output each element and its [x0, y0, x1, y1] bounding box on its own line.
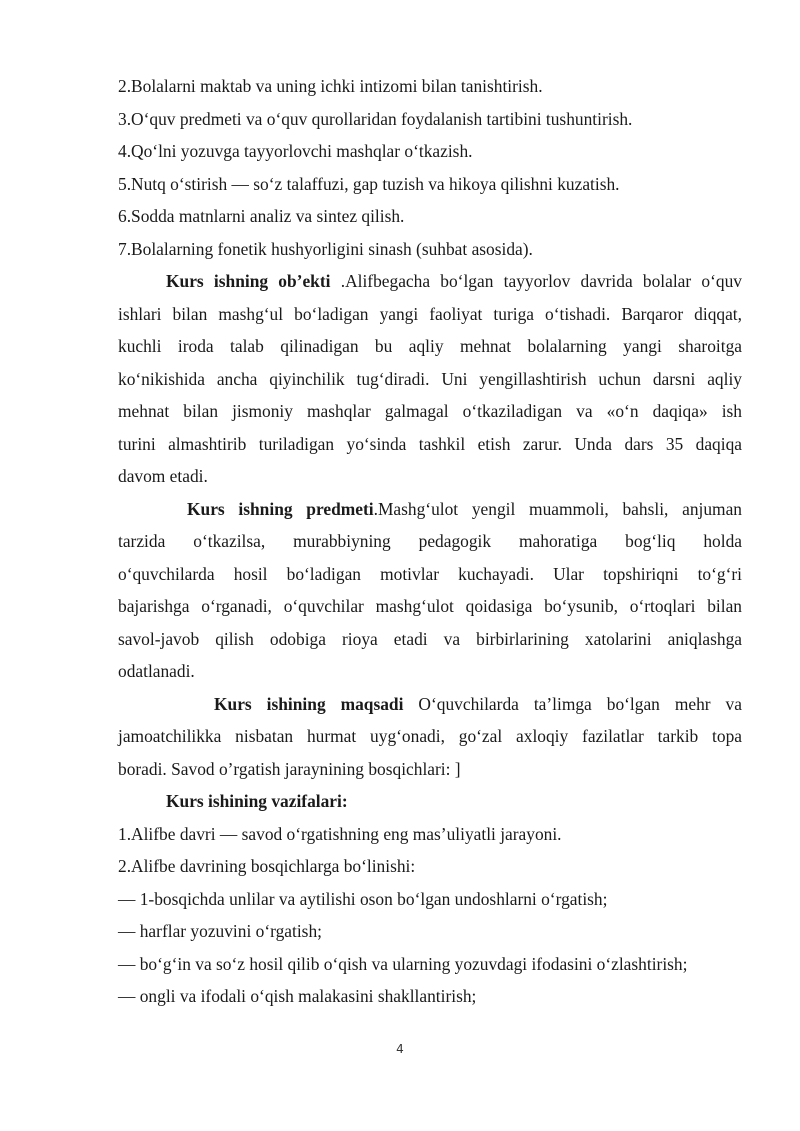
subject-section — [118, 493, 742, 688]
paragraph-line: boradi. Savod o’rgatish jaraynining bosqichlari: ] — [118, 758, 461, 779]
goal-heading: Kurs ishining maqsadi — [214, 693, 404, 714]
goal-section — [118, 688, 742, 786]
list-top — [118, 70, 742, 265]
paragraph-line: ko‘nikishida ancha qiyinchilik tug‘diradi. Uni yengillashtirish uchun darsni aqliy — [118, 368, 742, 389]
paragraph-line: o‘quvchilarda hosil bo‘ladigan motivlar kuchayadi. Ular topshiriqni to‘g‘ri — [118, 563, 742, 584]
list-item: — bo‘g‘in va so‘z hosil qilib o‘qish va ularning yozuvdagi ifodasini o‘zlashtirish; — [118, 953, 688, 974]
tasks-section — [118, 785, 742, 1013]
object-heading: Kurs ishning ob’ekti — [166, 271, 331, 291]
tasks-heading: Kurs ishining vazifalari: — [166, 791, 348, 811]
list-item: — ongli va ifodali o‘qish malakasini shakllantirish; — [118, 986, 477, 1006]
page-number: 4 — [396, 1042, 404, 1056]
list-item: 2.Bolalarni maktab va uning ichki intizomi bilan tanishtirish. — [118, 76, 543, 96]
paragraph-line: mehnat bilan jismoniy mashqlar galmagal o‘tkaziladigan va «o‘n daqiqa» ish — [118, 401, 742, 421]
paragraph-text: .Mashg‘ulot yengil muammoli, bahsli, anjuman — [373, 498, 742, 519]
subject-heading: Kurs ishning predmeti — [187, 498, 374, 519]
list-item: 3.O‘quv predmeti va o‘quv qurollaridan foydalanish tartibini tushuntirish. — [118, 108, 633, 129]
paragraph-line: turini almashtirib turiladigan yo‘sinda tashkil etish zarur. Unda dars 35 daqiqa — [118, 433, 742, 454]
paragraph-line — [118, 688, 742, 721]
paragraph-text: .Alifbegacha bo‘lgan tayyorlov davrida bolalar o‘quv — [330, 271, 742, 291]
paragraph-line: bajarishga o‘rganadi, o‘quvchilar mashg‘ulot qoidasiga bo‘ysunib, o‘rtoqlari bilan — [118, 596, 742, 616]
paragraph-line — [118, 493, 742, 526]
list-item: 4.Qo‘lni yozuvga tayyorlovchi mashqlar o‘tkazish. — [118, 141, 473, 161]
list-item: — harflar yozuvini o‘rgatish; — [118, 921, 322, 941]
paragraph-line: tarzida o‘tkazilsa, murabbiyning pedagogik mahoratiga bog‘liq holda — [118, 531, 742, 551]
list-item: 7.Bolalarning fonetik hushyorligini sinash (suhbat asosida). — [118, 238, 533, 259]
paragraph-line: davom etadi. — [118, 466, 208, 486]
list-item: 5.Nutq o‘stirish — so‘z talaffuzi, gap tuzish va hikoya qilishni kuzatish. — [118, 173, 620, 194]
paragraph-line: kuchli iroda talab qilinadigan bu aqliy mehnat bolalarning yangi sharoitga — [118, 336, 742, 356]
list-item: 1.Alifbe davri — savod o‘rgatishning eng mas’uliyatli jarayoni. — [118, 823, 562, 844]
list-item: — 1-bosqichda unlilar va aytilishi oson bo‘lgan undoshlarni o‘rgatish; — [118, 888, 608, 909]
object-section — [118, 265, 742, 493]
paragraph-line: ishlari bilan mashg‘ul bo‘ladigan yangi faoliyat turiga o‘tishadi. Barqaror diqqat, — [118, 303, 742, 324]
paragraph-text: O‘quvchilarda ta’limga bo‘lgan mehr va — [403, 693, 742, 714]
document-page — [118, 70, 742, 1013]
list-item: 6.Sodda matnlarni analiz va sintez qilish. — [118, 206, 405, 226]
paragraph-line: odatlanadi. — [118, 661, 195, 681]
paragraph-line: jamoatchilikka nisbatan hurmat uyg‘onadi, go‘zal axloqiy fazilatlar tarkib topa — [118, 726, 742, 746]
paragraph-line: savol-javob qilish odobiga rioya etadi va birbirlarining xatolarini aniqlashga — [118, 628, 742, 649]
list-item: 2.Alifbe davrining bosqichlarga bo‘linishi: — [118, 856, 416, 876]
paragraph-line — [118, 265, 742, 298]
